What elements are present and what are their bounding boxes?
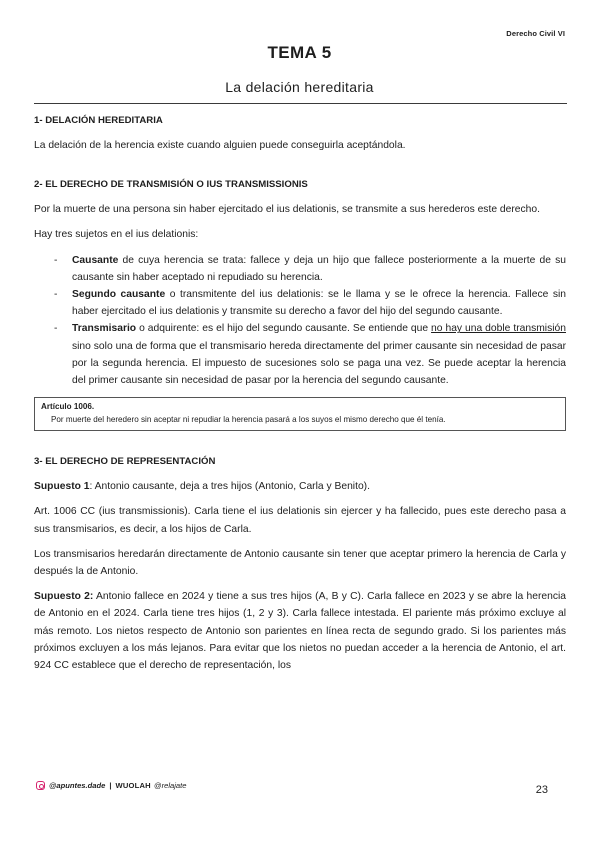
section-heading-2: 2- EL DERECHO DE TRANSMISIÓN O IUS TRANSMISSIONIS [34,179,308,191]
case-label: Supuesto 2: [34,591,94,603]
item-text: sino solo una de forma que el transmisario hereda directamente del primer causante sin necesidad de pasar por la segunda herencia. El impuesto de sucesiones solo se paga una vez. Se puede aceptar la herencia del primer causante sin necesidad de pasar por la herencia del segundo causante. [72,340,566,387]
article-title: Artículo 1006. [41,402,95,412]
article-quote-box [34,397,566,431]
footer-separator: | [109,781,112,790]
page-number: 23 [535,784,548,796]
document-body [34,112,566,682]
paragraph [34,588,566,674]
section-heading-1: 1- DELACIÓN HEREDITARIA [34,115,163,126]
paragraph: La delación de la herencia existe cuando alguien puede conseguirla aceptándola. [34,140,406,151]
instagram-icon[interactable] [36,781,45,790]
wuolah-handle[interactable]: @relajate [153,781,187,790]
instagram-handle[interactable]: @apuntes.dade [49,781,106,790]
title-divider [34,103,567,104]
underlined-text: no hay una doble transmisión [431,323,566,335]
term: Transmisario [72,323,137,335]
item-text: o transmitente del ius delationis: se le llama y se le ofrece la herencia. Fallece sin haber ejercitado el ius delationis y transmite su derecho a favor del hijo del segundo causante. [72,289,566,318]
page-footer [36,781,186,790]
list-item [34,252,566,286]
paragraph: Los transmisarios heredarán directamente de Antonio causante sin tener que aceptar primero la herencia de Carla y después la de Antonio. [34,548,566,578]
paragraph: Por la muerte de una persona sin haber ejercitado el ius delationis, se transmite a sus herederos este derecho. [34,204,540,216]
dash-bullet: - [54,323,58,335]
term: Causante [72,254,119,266]
item-text: o adquirente: es el hijo del segundo causante. Se entiende que [136,323,432,335]
paragraph: Art. 1006 CC (ius transmissionis). Carla tiene el ius delationis sin ejercer y ha fallecido, pues este derecho pasa a sus transmisarios, es decir, a los hijos de Carla. [34,506,566,535]
section-heading-3: 3- EL DERECHO DE REPRESENTACIÓN [34,456,216,468]
page-title: TEMA 5 [267,43,332,62]
dash-bullet: - [54,254,58,266]
item-text: de cuya herencia se trata: fallece y deja un hijo que fallece posteriormente a la muerte de su causante sin haber aceptado ni repudiado su herencia. [72,254,566,283]
list-item [34,286,566,320]
case-label: Supuesto 1 [34,481,90,493]
list-item [34,320,566,389]
course-header: Derecho Civil VI [506,29,565,38]
paragraph [34,478,566,495]
article-text: Por muerte del heredero sin aceptar ni repudiar la herencia pasará a los suyos el mismo derecho que él tenía. [51,415,446,425]
subjects-list [34,252,566,390]
page-subtitle: La delación hereditaria [225,79,374,95]
wuolah-logo[interactable]: WUOLAH [115,781,151,790]
case-text: Antonio fallece en 2024 y tiene a sus tres hijos (A, B y C). Carla fallece en 2023 y se abre la herencia de Antonio en el 2024. Carla tiene tres hijos (1, 2 y 3). Carla fallece intestada. El pariente más próximo excluye al más remoto. Los nietos respecto de Antonio son parientes en línea recta de segundo grado. Si los parientes más próximos excluyen a los más lejanos. Para evitar que los nietos no puedan acceder a la herencia de Antonio, el art. 924 CC establece que el derecho de representación, los [34,591,566,672]
paragraph: Hay tres sujetos en el ius delationis: [34,229,199,241]
dash-bullet: - [54,289,58,301]
case-text: : Antonio causante, deja a tres hijos (Antonio, Carla y Benito). [89,481,370,493]
term: Segundo causante [72,289,166,301]
